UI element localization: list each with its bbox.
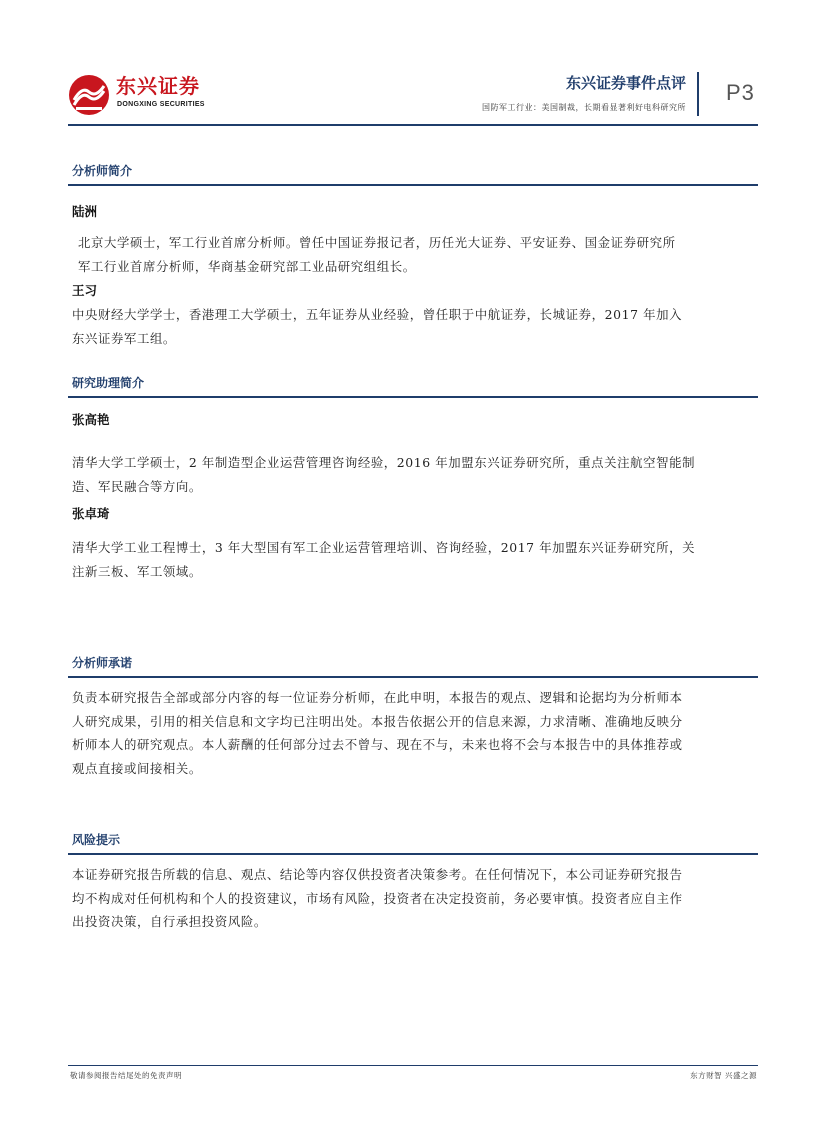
- bio-line: 军工行业首席分析师，华商基金研究部工业品研究组组长。: [78, 258, 416, 274]
- analyst-name: 陆洲: [72, 204, 98, 219]
- section-title-analysts: 分析师简介: [72, 164, 133, 178]
- logo-icon: [68, 74, 110, 116]
- pledge-line: 析师本人的研究观点。本人薪酬的任何部分过去不曾与、现在不与，未来也将不会与本报告中的具体推荐或: [72, 737, 683, 752]
- analyst-bio: [78, 231, 762, 278]
- section-rule: [68, 676, 758, 678]
- header-rule: [68, 124, 758, 126]
- bio-line: 清华大学工业工程博士，3 年大型国有军工企业运营管理培训、咨询经验，2017 年加盟东兴证券研究所，关: [72, 540, 696, 555]
- report-type-title: 东兴证券事件点评: [565, 74, 686, 92]
- bio-line: 东兴证券军工组。: [72, 330, 176, 346]
- section-title-pledge: 分析师承诺: [72, 656, 133, 670]
- analyst-bio: [72, 303, 762, 350]
- risk-line: 均不构成对任何机构和个人的投资建议，市场有风险，投资者在决定投资前，务必要审慎。投资者应自主作: [72, 890, 683, 906]
- bio-line: 中央财经大学学士，香港理工大学硕士，五年证券从业经验，曾任职于中航证券，长城证券，2017 年加入: [72, 307, 683, 322]
- page-number: P3: [726, 80, 755, 105]
- section-title-assistants: 研究助理简介: [72, 376, 145, 390]
- footer-slogan: 东方财智 兴盛之源: [690, 1071, 757, 1080]
- footer-disclaimer-note: 敬请参阅报告结尾处的免责声明: [70, 1071, 182, 1080]
- section-rule: [68, 396, 758, 398]
- pledge-paragraph: [72, 686, 762, 780]
- assistant-name: 张高艳: [72, 412, 110, 427]
- logo-subtext: DONGXING SECURITIES: [117, 101, 205, 108]
- assistant-bio: [72, 451, 762, 498]
- bio-line: 清华大学工学硕士，2 年制造型企业运营管理咨询经验，2016 年加盟东兴证券研究所，重点关注航空智能制: [72, 455, 696, 470]
- report-subtitle: 国防军工行业：美国制裁，长期看显著利好电科研究所: [482, 103, 686, 112]
- bio-line: 北京大学硕士，军工行业首席分析师。曾任中国证券报记者，历任光大证券、平安证券、国金证券研究所: [78, 235, 676, 250]
- risk-paragraph: [72, 863, 762, 934]
- risk-line: 本证券研究报告所载的信息、观点、结论等内容仅供投资者决策参考。在任何情况下，本公司证券研究报告: [72, 867, 683, 882]
- analyst-name: 王习: [72, 283, 98, 298]
- logo-text: 东兴证券: [116, 74, 200, 98]
- pledge-line: 负责本研究报告全部或部分内容的每一位证券分析师，在此申明，本报告的观点、逻辑和论据均为分析师本: [72, 690, 683, 705]
- section-rule: [68, 853, 758, 855]
- pledge-line: 人研究成果，引用的相关信息和文字均已注明出处。本报告依据公开的信息来源，力求清晰、准确地反映分: [72, 713, 683, 729]
- section-rule: [68, 184, 758, 186]
- pledge-line: 观点直接或间接相关。: [72, 760, 202, 776]
- assistant-name: 张卓琦: [72, 506, 110, 521]
- bio-line: 注新三板、军工领域。: [72, 563, 202, 579]
- risk-line: 出投资决策，自行承担投资风险。: [72, 914, 267, 929]
- header-divider: [697, 72, 699, 116]
- assistant-bio: [72, 536, 762, 583]
- bio-line: 造、军民融合等方向。: [72, 478, 202, 494]
- footer-rule: [68, 1065, 758, 1066]
- section-title-risk: 风险提示: [72, 833, 121, 847]
